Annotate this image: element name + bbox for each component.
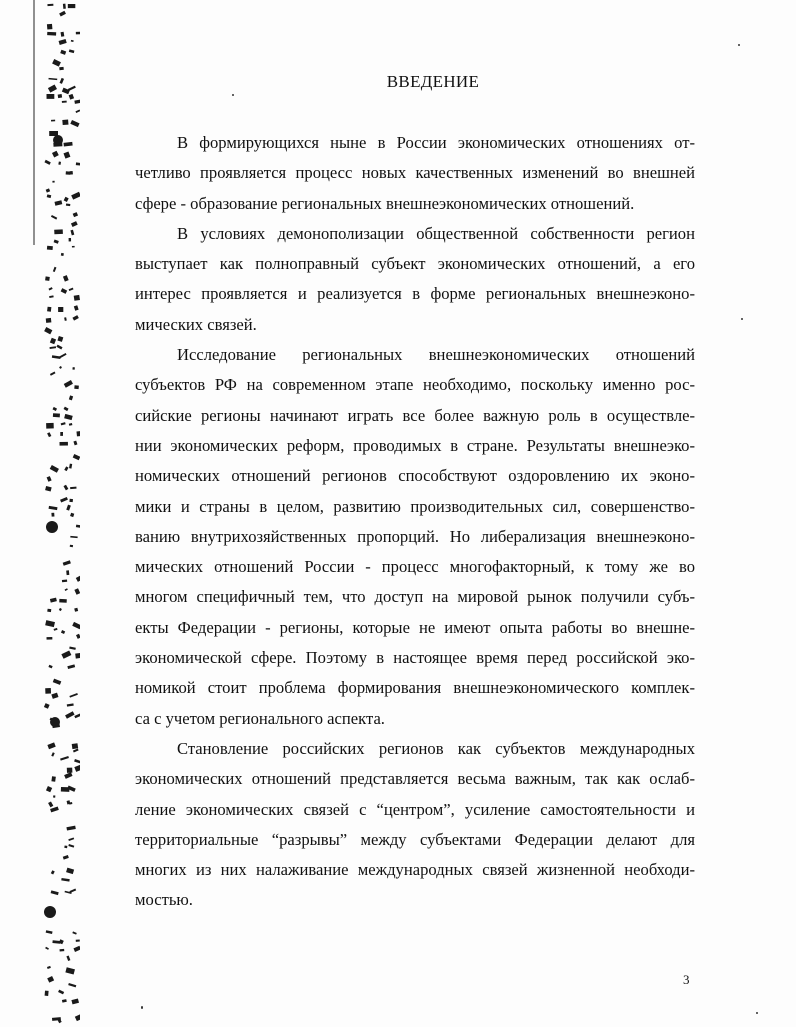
binding-mark [70,545,73,548]
binding-mark [48,665,52,669]
binding-mark [72,246,75,248]
text-line: выступает как полноправный субъект экономических отношений, а его [135,254,695,274]
binding-mark [60,50,66,55]
binding-mark [68,837,74,841]
text-line: многом специфичный тем, что доступ на мировой рынок получили субъ- [135,587,695,607]
binding-mark [66,570,69,575]
text-line: мических отношений России - процесс многофакторный, к тому же во [135,557,695,577]
binding-mark [71,192,80,200]
binding-mark [63,142,72,147]
binding-mark [46,423,54,429]
binding-mark [62,580,67,583]
binding-mark [70,230,74,236]
binding-mark [69,395,73,400]
binding-mark [74,385,79,389]
binding-mark [75,1014,80,1022]
text-line: Становление российских регионов как субъектов международных [177,738,695,758]
binding-mark [48,287,52,290]
binding-mark [47,307,51,312]
binding-mark [69,889,76,893]
binding-mark [49,295,54,298]
binding-mark [51,890,59,895]
binding-mark [76,162,80,165]
binding-mark [71,998,79,1004]
binding-mark [69,693,77,698]
binding-mark [64,466,68,471]
binding-mark [76,32,80,35]
binding-mark [60,949,65,952]
binding-mark [45,947,49,950]
scan-speck [232,94,234,96]
binding-mark [46,786,52,792]
binding-mark [44,703,50,709]
binding-mark [74,295,80,301]
binding-hole-blot [50,717,60,727]
binding-mark [73,441,77,446]
binding-mark [47,94,55,99]
binding-mark [57,336,63,342]
binding-mark [69,423,73,426]
binding-mark [61,253,64,256]
binding-mark [68,983,76,987]
binding-mark [58,990,64,995]
binding-mark [73,454,80,460]
binding-mark [61,422,66,425]
binding-mark [76,574,80,582]
binding-mark [45,688,51,694]
text-line: четливо проявляется процесс новых качественных изменений во внешней [135,163,695,183]
binding-mark [45,620,55,627]
binding-mark [52,151,59,158]
text-line: территориальные “разрывы” между субъектами Федерации делают для [135,829,695,849]
binding-mark [66,204,70,207]
binding-mark [61,650,71,658]
text-line: мостью. [135,890,193,910]
binding-mark [50,807,59,813]
binding-mark [60,432,63,436]
binding-mark [64,845,67,848]
binding-mark [45,991,49,996]
binding-mark [62,999,67,1003]
binding-mark [50,346,57,349]
binding-mark [74,713,80,719]
binding-mark [65,588,68,591]
binding-mark [53,679,62,685]
text-line: мических связей. [135,314,257,334]
binding-mark [50,598,57,603]
binding-mark [47,976,54,983]
binding-mark [47,742,55,749]
binding-mark [63,560,71,566]
binding-mark [74,759,80,764]
binding-mark [59,67,64,70]
binding-mark [64,380,73,388]
binding-mark [62,120,68,126]
binding-mark [69,238,71,241]
binding-mark [47,4,53,6]
binding-mark [53,413,60,417]
binding-mark [60,756,69,761]
binding-mark [72,367,74,370]
binding-mark [76,525,80,529]
binding-mark [66,868,74,874]
binding-mark [63,152,70,159]
binding-mark [50,338,56,344]
binding-mark [61,878,69,882]
binding-mark [74,588,80,594]
binding-mark [50,372,56,376]
text-line: экономических отношений представляется весьма важным, так как ослаб- [135,769,695,789]
binding-mark [73,946,80,952]
binding-mark [61,32,65,37]
binding-mark [68,4,76,8]
binding-mark [65,711,74,718]
binding-mark [51,513,54,517]
binding-mark [74,305,79,310]
binding-mark [53,795,55,797]
binding-mark [69,499,73,502]
binding-mark [64,197,69,202]
binding-mark [47,966,51,969]
binding-mark [58,94,62,98]
binding-mark [66,505,71,511]
text-line: В формирующихся ныне в России экономических отношениях от- [177,133,695,152]
binding-mark [49,506,58,510]
scan-speck [141,1006,143,1009]
binding-mark [48,801,53,807]
binding-mark [60,497,68,502]
binding-mark [54,200,62,205]
binding-mark [63,275,69,281]
binding-mark [51,693,58,699]
binding-mark [56,345,62,350]
binding-mark [47,609,51,612]
binding-mark [72,931,76,934]
binding-mark [47,194,52,198]
binding-edge-marks [0,0,80,1027]
binding-mark [47,24,53,30]
binding-mark [70,487,76,489]
binding-mark [70,171,73,175]
binding-mark [59,39,67,45]
binding-mark [46,318,52,323]
binding-mark [47,637,53,640]
binding-mark [44,327,52,334]
text-line: ванию внутрихозяйственных пропорций. Но либерализация внешнеэконо- [135,526,695,546]
binding-mark [62,101,67,103]
binding-mark [66,956,70,962]
text-line: субъектов РФ на современном этапе необходимо, поскольку именно рос- [135,375,695,395]
binding-mark [53,267,57,272]
binding-mark [69,647,76,650]
binding-mark [60,442,68,446]
binding-mark [47,32,56,36]
binding-mark [64,772,72,779]
binding-mark [64,414,73,420]
page-title: ВВЕДЕНИЕ [386,72,480,91]
binding-mark [67,703,74,706]
binding-mark [76,431,80,437]
binding-mark [75,109,80,113]
binding-mark [68,844,74,848]
text-line: многих из них налаживание международных связей жизненной необходи- [135,860,695,880]
binding-mark [69,94,74,100]
binding-mark [76,939,80,941]
binding-mark [59,599,67,603]
binding-mark [63,4,66,9]
binding-mark [73,748,79,752]
scan-speck [756,1012,758,1014]
binding-mark [72,315,78,321]
binding-mark [54,229,63,234]
text-line: са с учетом регионального аспекта. [135,708,385,728]
binding-mark [47,246,53,250]
binding-mark [51,215,57,220]
binding-mark [70,513,74,517]
binding-mark [59,366,62,369]
binding-mark [52,59,61,67]
binding-hole-blot [46,521,58,533]
binding-mark [59,11,66,17]
binding-mark [52,181,54,183]
binding-mark [74,608,78,612]
binding-mark [58,307,63,312]
binding-mark [51,870,55,874]
binding-mark [45,276,50,281]
binding-mark [71,40,74,42]
page-number: 3 [683,972,690,987]
binding-mark [69,49,75,53]
binding-mark [53,407,58,411]
binding-mark [59,608,62,611]
binding-mark [46,930,53,934]
binding-mark [47,476,52,482]
binding-mark [69,464,72,469]
binding-mark [73,212,78,217]
binding-mark [67,664,75,669]
text-line: мики и страны в целом, развитию производительных сил, совершенство- [135,496,695,516]
binding-mark [61,630,65,634]
binding-mark [64,407,69,411]
binding-mark [72,622,80,629]
text-line: нии экономических реформ, проводимых в стране. Результаты внешнеэко- [135,435,695,455]
text-line: ление экономических связей с “центром”, усиление самостоятельности и [135,799,695,819]
binding-mark [66,826,75,831]
binding-mark [51,752,54,756]
text-line: Исследование региональных внешнеэкономических отношений [177,345,695,365]
scan-speck [738,44,740,46]
text-line: интерес проявляется и реализуется в форме региональных внешнеэконо- [135,284,695,304]
binding-mark [47,432,51,437]
text-line: сфере - образование региональных внешнеэкономических отношений. [135,193,635,213]
binding-mark [61,288,68,294]
binding-mark [65,967,75,974]
binding-mark [72,743,78,749]
text-line: номикой стоит проблема формирования внешнеэкономического комплек- [135,678,695,698]
binding-mark [69,288,74,291]
binding-mark [75,653,80,659]
binding-mark [63,855,69,860]
binding-mark [51,120,55,122]
scan-speck [741,318,743,320]
binding-mark [64,317,67,321]
binding-mark [58,161,61,164]
body-text [135,128,695,916]
binding-mark [51,776,55,781]
text-line: сийские регионы начинают играть все более важную роль в осуществле- [135,405,695,425]
text-line: номических отношений регионов способствуют оздоровлению их эконо- [135,466,695,486]
binding-mark [44,160,50,165]
binding-mark [46,188,51,192]
binding-mark [74,99,80,103]
binding-mark [59,353,67,359]
binding-mark [50,465,59,473]
binding-mark [63,485,68,491]
binding-mark [76,634,80,639]
binding-mark [45,486,52,491]
binding-mark [67,768,73,773]
binding-hole-blot [53,135,63,145]
text-line: экономической сфере. Поэтому в настоящее время перед российской эко- [135,648,695,668]
binding-mark [54,240,59,244]
binding-mark [54,628,58,631]
binding-mark [74,764,80,772]
text-line: В условиях демонополизации общественной собственности регион [177,223,695,243]
text-line: екты Федерации - регионы, которые не имеют опыта работы во внешне- [135,617,695,637]
binding-mark [70,536,77,538]
binding-mark [71,221,78,227]
binding-mark [70,120,79,127]
binding-hole-blot [44,906,56,918]
